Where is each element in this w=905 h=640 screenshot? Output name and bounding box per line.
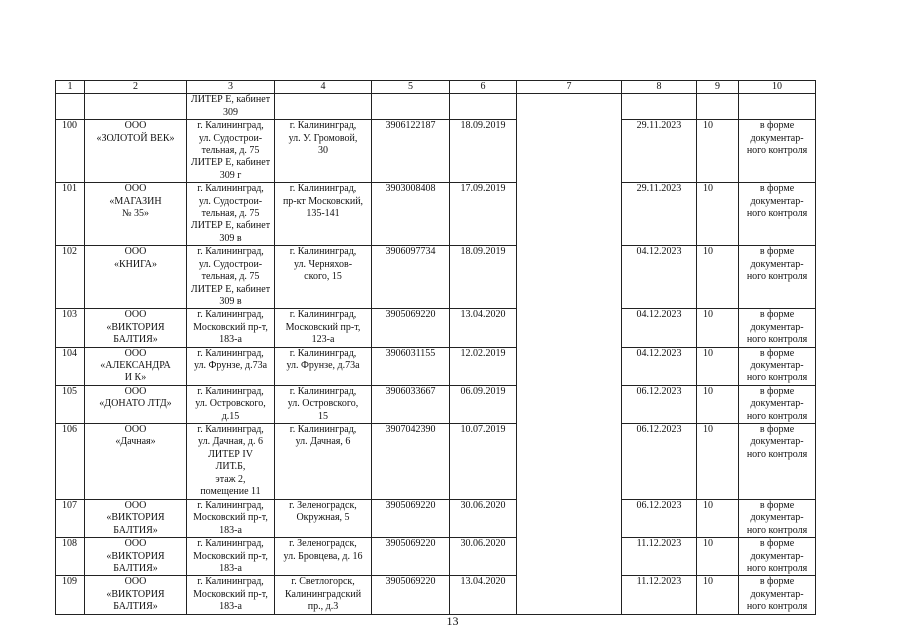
cell-inspection-date: 06.12.2023 bbox=[622, 499, 697, 537]
cell-duration-days: 10 bbox=[697, 499, 739, 537]
cell-inn: 3905069220 bbox=[372, 499, 450, 537]
cell-activity-address: г. Калининград, ул. У. Громовой, 30 bbox=[275, 120, 372, 183]
cell-column-7 bbox=[517, 94, 622, 614]
cell-legal-address: г. Калининград, Московский пр-т, 183-а bbox=[187, 499, 275, 537]
cell-organization: ООО «МАГАЗИН № 35» bbox=[85, 183, 187, 246]
cell-inspection-date: 06.12.2023 bbox=[622, 385, 697, 423]
cell-organization: ООО «ВИКТОРИЯ БАЛТИЯ» bbox=[85, 538, 187, 576]
cell-inspection-date: 04.12.2023 bbox=[622, 347, 697, 385]
cell-registration-date: 18.09.2019 bbox=[450, 120, 517, 183]
cell-inspection-form: в форме документар- ного контроля bbox=[739, 538, 816, 576]
table-body bbox=[56, 81, 816, 615]
cell-registration-date: 30.06.2020 bbox=[450, 499, 517, 537]
cell-inspection-date: 29.11.2023 bbox=[622, 120, 697, 183]
cell-duration-days: 10 bbox=[697, 183, 739, 246]
cell-inspection-form: в форме документар- ного контроля bbox=[739, 499, 816, 537]
cell-organization: ООО «ЗОЛОТОЙ ВЕК» bbox=[85, 120, 187, 183]
col-header: 10 bbox=[739, 81, 816, 94]
cell-organization: ООО «ВИКТОРИЯ БАЛТИЯ» bbox=[85, 576, 187, 614]
col-header: 3 bbox=[187, 81, 275, 94]
col-header: 2 bbox=[85, 81, 187, 94]
cell-legal-address: г. Калининград, ул. Судострои- тельная, д. 75 ЛИТЕР Е, кабинет 309 г bbox=[187, 120, 275, 183]
cell-inspection-date: 04.12.2023 bbox=[622, 309, 697, 347]
table-row bbox=[56, 423, 816, 499]
cell-inspection-form: в форме документар- ного контроля bbox=[739, 246, 816, 309]
cell-inn: 3903008408 bbox=[372, 183, 450, 246]
cell-legal-address: г. Калининград, Московский пр-т, 183-а bbox=[187, 309, 275, 347]
cell-number: 105 bbox=[56, 385, 85, 423]
cell-number: 107 bbox=[56, 499, 85, 537]
cell-number: 101 bbox=[56, 183, 85, 246]
cell-inn bbox=[372, 94, 450, 120]
cell-inspection-date: 11.12.2023 bbox=[622, 576, 697, 614]
cell-inn: 3906122187 bbox=[372, 120, 450, 183]
cell-inspection-form: в форме документар- ного контроля bbox=[739, 120, 816, 183]
col-header: 8 bbox=[622, 81, 697, 94]
cell-organization: ООО «КНИГА» bbox=[85, 246, 187, 309]
cell-inn: 3906031155 bbox=[372, 347, 450, 385]
table-row bbox=[56, 120, 816, 183]
cell-duration-days bbox=[697, 94, 739, 120]
cell-legal-address: г. Калининград, ул. Дачная, д. 6 ЛИТЕР IV ЛИТ.Б, этаж 2, помещение 11 bbox=[187, 423, 275, 499]
cell-inspection-form: в форме документар- ного контроля bbox=[739, 309, 816, 347]
cell-inspection-form bbox=[739, 94, 816, 120]
cell-inspection-form: в форме документар- ного контроля bbox=[739, 183, 816, 246]
cell-inspection-date bbox=[622, 94, 697, 120]
cell-duration-days: 10 bbox=[697, 576, 739, 614]
cell-activity-address: г. Калининград, Московский пр-т, 123-а bbox=[275, 309, 372, 347]
cell-duration-days: 10 bbox=[697, 385, 739, 423]
cell-legal-address: г. Калининград, ул. Фрунзе, д.73а bbox=[187, 347, 275, 385]
cell-inspection-form: в форме документар- ного контроля bbox=[739, 423, 816, 499]
page-number: 13 bbox=[446, 614, 459, 628]
cell-number: 102 bbox=[56, 246, 85, 309]
cell-activity-address: г. Калининград, пр-кт Московский, 135-141 bbox=[275, 183, 372, 246]
cell-number: 108 bbox=[56, 538, 85, 576]
col-header: 5 bbox=[372, 81, 450, 94]
cell-duration-days: 10 bbox=[697, 246, 739, 309]
cell-activity-address: г. Калининград, ул. Дачная, 6 bbox=[275, 423, 372, 499]
cell-duration-days: 10 bbox=[697, 120, 739, 183]
cell-activity-address: г. Зеленоградск, ул. Бровцева, д. 16 bbox=[275, 538, 372, 576]
cell-organization: ООО «ВИКТОРИЯ БАЛТИЯ» bbox=[85, 499, 187, 537]
cell-number: 103 bbox=[56, 309, 85, 347]
cell-number: 104 bbox=[56, 347, 85, 385]
cell-duration-days: 10 bbox=[697, 309, 739, 347]
cell-inn: 3905069220 bbox=[372, 538, 450, 576]
continuation-row bbox=[56, 94, 816, 120]
table-row bbox=[56, 538, 816, 576]
cell-inspection-date: 06.12.2023 bbox=[622, 423, 697, 499]
cell-organization: ООО «ДОНАТО ЛТД» bbox=[85, 385, 187, 423]
cell-activity-address: г. Светлогорск, Калининградский пр., д.3 bbox=[275, 576, 372, 614]
cell-number: 109 bbox=[56, 576, 85, 614]
cell-organization: ООО «ВИКТОРИЯ БАЛТИЯ» bbox=[85, 309, 187, 347]
cell-inspection-date: 04.12.2023 bbox=[622, 246, 697, 309]
cell-registration-date: 17.09.2019 bbox=[450, 183, 517, 246]
cell-registration-date: 10.07.2019 bbox=[450, 423, 517, 499]
cell-activity-address: г. Калининград, ул. Черняхов- ского, 15 bbox=[275, 246, 372, 309]
cell-inspection-form: в форме документар- ного контроля bbox=[739, 347, 816, 385]
cell-registration-date: 13.04.2020 bbox=[450, 309, 517, 347]
table-row bbox=[56, 347, 816, 385]
cell-inspection-form: в форме документар- ного контроля bbox=[739, 576, 816, 614]
cell-inn: 3905069220 bbox=[372, 309, 450, 347]
cell-organization bbox=[85, 94, 187, 120]
cell-number bbox=[56, 94, 85, 120]
cell-activity-address bbox=[275, 94, 372, 120]
cell-legal-address: г. Калининград, ул. Островского, д.15 bbox=[187, 385, 275, 423]
cell-activity-address: г. Калининград, ул. Фрунзе, д.73а bbox=[275, 347, 372, 385]
cell-registration-date bbox=[450, 94, 517, 120]
table-row bbox=[56, 576, 816, 614]
cell-inn: 3906033667 bbox=[372, 385, 450, 423]
cell-organization: ООО «АЛЕКСАНДРА И К» bbox=[85, 347, 187, 385]
cell-inn: 3906097734 bbox=[372, 246, 450, 309]
cell-inn: 3907042390 bbox=[372, 423, 450, 499]
cell-legal-address: г. Калининград, ул. Судострои- тельная, д. 75 ЛИТЕР Е, кабинет 309 в bbox=[187, 183, 275, 246]
cell-legal-address: ЛИТЕР Е, кабинет 309 bbox=[187, 94, 275, 120]
cell-registration-date: 18.09.2019 bbox=[450, 246, 517, 309]
cell-duration-days: 10 bbox=[697, 423, 739, 499]
cell-registration-date: 12.02.2019 bbox=[450, 347, 517, 385]
table-row bbox=[56, 183, 816, 246]
col-header: 7 bbox=[517, 81, 622, 94]
cell-registration-date: 06.09.2019 bbox=[450, 385, 517, 423]
cell-registration-date: 30.06.2020 bbox=[450, 538, 517, 576]
cell-inspection-date: 11.12.2023 bbox=[622, 538, 697, 576]
col-header: 4 bbox=[275, 81, 372, 94]
col-header: 9 bbox=[697, 81, 739, 94]
registry-table bbox=[55, 80, 816, 615]
cell-number: 100 bbox=[56, 120, 85, 183]
header-row bbox=[56, 81, 816, 94]
cell-registration-date: 13.04.2020 bbox=[450, 576, 517, 614]
cell-duration-days: 10 bbox=[697, 538, 739, 576]
cell-number: 106 bbox=[56, 423, 85, 499]
cell-legal-address: г. Калининград, Московский пр-т, 183-а bbox=[187, 538, 275, 576]
col-header: 1 bbox=[56, 81, 85, 94]
cell-legal-address: г. Калининград, ул. Судострои- тельная, д. 75 ЛИТЕР Е, кабинет 309 в bbox=[187, 246, 275, 309]
cell-duration-days: 10 bbox=[697, 347, 739, 385]
cell-activity-address: г. Калининград, ул. Островского, 15 bbox=[275, 385, 372, 423]
table-row bbox=[56, 385, 816, 423]
cell-inspection-date: 29.11.2023 bbox=[622, 183, 697, 246]
cell-organization: ООО «Дачная» bbox=[85, 423, 187, 499]
cell-activity-address: г. Зеленоградск, Окружная, 5 bbox=[275, 499, 372, 537]
table-row bbox=[56, 309, 816, 347]
cell-inspection-form: в форме документар- ного контроля bbox=[739, 385, 816, 423]
cell-inn: 3905069220 bbox=[372, 576, 450, 614]
cell-legal-address: г. Калининград, Московский пр-т, 183-а bbox=[187, 576, 275, 614]
col-header: 6 bbox=[450, 81, 517, 94]
table-row bbox=[56, 499, 816, 537]
table-row bbox=[56, 246, 816, 309]
